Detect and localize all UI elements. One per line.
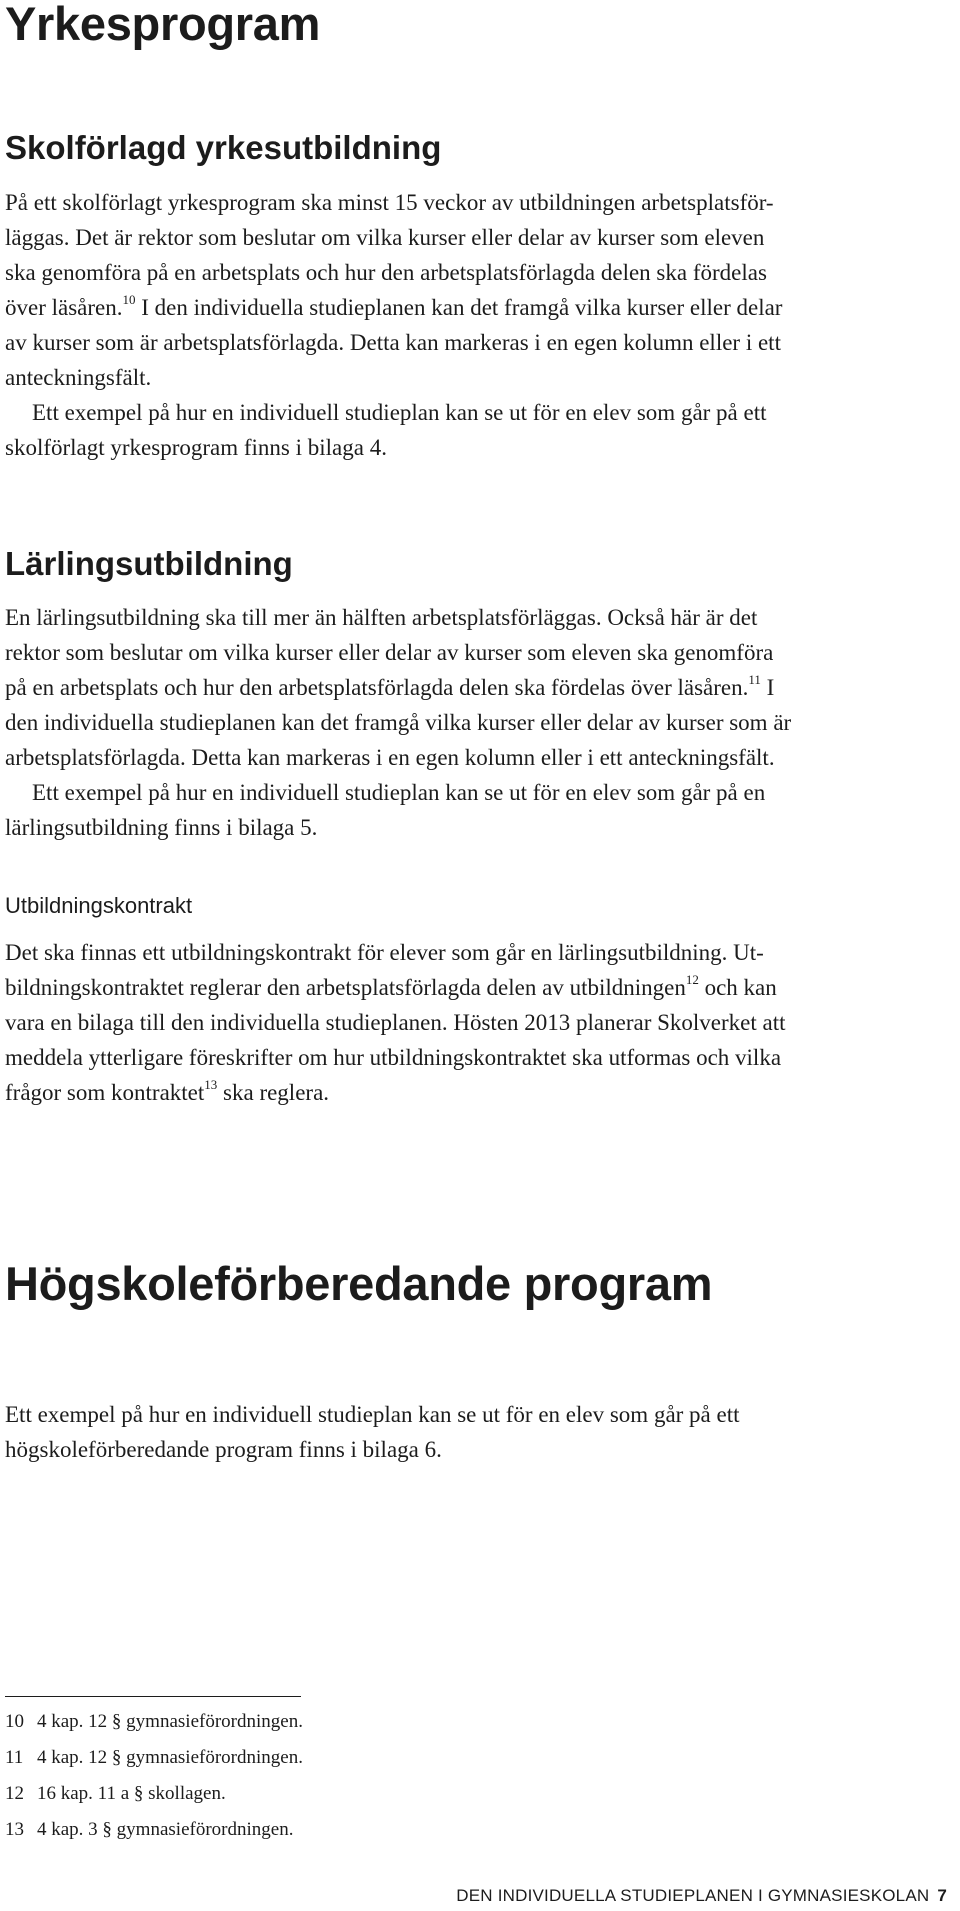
- running-title: DEN INDIVIDUELLA STUDIEPLANEN I GYMNASIESKOLAN: [456, 1886, 930, 1905]
- text-line: den individuella studieplanen kan det framgå vilka kurser eller delar av kurser som är: [5, 710, 792, 735]
- text-line: På ett skolförlagt yrkesprogram ska minst 15 veckor av utbildningen arbetsplatsför-: [5, 190, 774, 215]
- text-line: Det ska finnas ett utbildningskontrakt för elever som går en lärlingsutbildning. Ut-: [5, 940, 764, 965]
- section-heading-larling: Lärlingsutbildning: [5, 545, 293, 582]
- text-line: av kurser som är arbetsplatsförlagda. Detta kan markeras i en egen kolumn eller i ett: [5, 330, 781, 355]
- text-line: skolförlagt yrkesprogram finns i bilaga 4.: [5, 435, 387, 460]
- page-number: 7: [937, 1886, 947, 1905]
- footnote-ref[interactable]: 12: [685, 972, 699, 988]
- footnote-divider: [5, 1696, 301, 1697]
- text-line: högskoleförberedande program finns i bilaga 6.: [5, 1437, 442, 1462]
- footnote-ref[interactable]: 13: [204, 1077, 218, 1093]
- text-line: meddela ytterligare föreskrifter om hur utbildningskontraktet ska utformas och vilka: [5, 1045, 782, 1070]
- chapter-heading-hogskoleforberedande: Högskoleförberedande program: [5, 1257, 713, 1310]
- footnote-item: 13 4 kap. 3 § gymnasieförordningen.: [5, 1819, 294, 1840]
- text-line: Ett exempel på hur en individuell studieplan kan se ut för en elev som går på en: [32, 780, 766, 805]
- text-line: arbetsplatsförlagda. Detta kan markeras i en egen kolumn eller i ett anteckningsfält.: [5, 745, 775, 770]
- subheading-utbildningskontrakt: Utbildningskontrakt: [5, 893, 193, 918]
- chapter-heading-yrkesprogram: Yrkesprogram: [5, 0, 321, 50]
- text-line: En lärlingsutbildning ska till mer än hälften arbetsplatsförläggas. Också här är det: [5, 605, 758, 630]
- text-line: läggas. Det är rektor som beslutar om vilka kurser eller delar av kurser som eleven: [5, 225, 765, 250]
- section-heading-skolforlagd: Skolförlagd yrkesutbildning: [5, 129, 442, 166]
- page-footer: [456, 1885, 947, 1907]
- footnote-item: 11 4 kap. 12 § gymnasieförordningen.: [5, 1747, 303, 1768]
- text-line: bildningskontraktet reglerar den arbetsplatsförlagda delen av utbildningen$^{12}$ och kan: [5, 972, 777, 1000]
- text-line: Ett exempel på hur en individuell studieplan kan se ut för en elev som går på ett: [32, 400, 767, 425]
- text-line: anteckningsfält.: [5, 365, 152, 390]
- footnote-ref[interactable]: 11: [748, 672, 761, 688]
- text-line: på en arbetsplats och hur den arbetsplatsförlagda delen ska fördelas över läsåren.$^{11}$ I: [5, 672, 775, 700]
- text-line: över läsåren.$^{10}$ I den individuella studieplanen kan det framgå vilka kurser eller delar: [5, 292, 783, 320]
- footnote-item: 10 4 kap. 12 § gymnasieförordningen.: [5, 1711, 303, 1732]
- text-line: frågor som kontraktet$^{13}$ ska reglera.: [5, 1077, 330, 1105]
- footnote-ref[interactable]: 10: [122, 292, 136, 308]
- text-line: Ett exempel på hur en individuell studieplan kan se ut för en elev som går på ett: [5, 1402, 740, 1427]
- text-line: rektor som beslutar om vilka kurser eller delar av kurser som eleven ska genomföra: [5, 640, 774, 665]
- text-line: lärlingsutbildning finns i bilaga 5.: [5, 815, 318, 840]
- text-line: vara en bilaga till den individuella studieplanen. Hösten 2013 planerar Skolverket att: [5, 1010, 786, 1035]
- footnote-item: 12 16 kap. 11 a § skollagen.: [5, 1783, 226, 1804]
- text-line: ska genomföra på en arbetsplats och hur den arbetsplatsförlagda delen ska fördelas: [5, 260, 767, 285]
